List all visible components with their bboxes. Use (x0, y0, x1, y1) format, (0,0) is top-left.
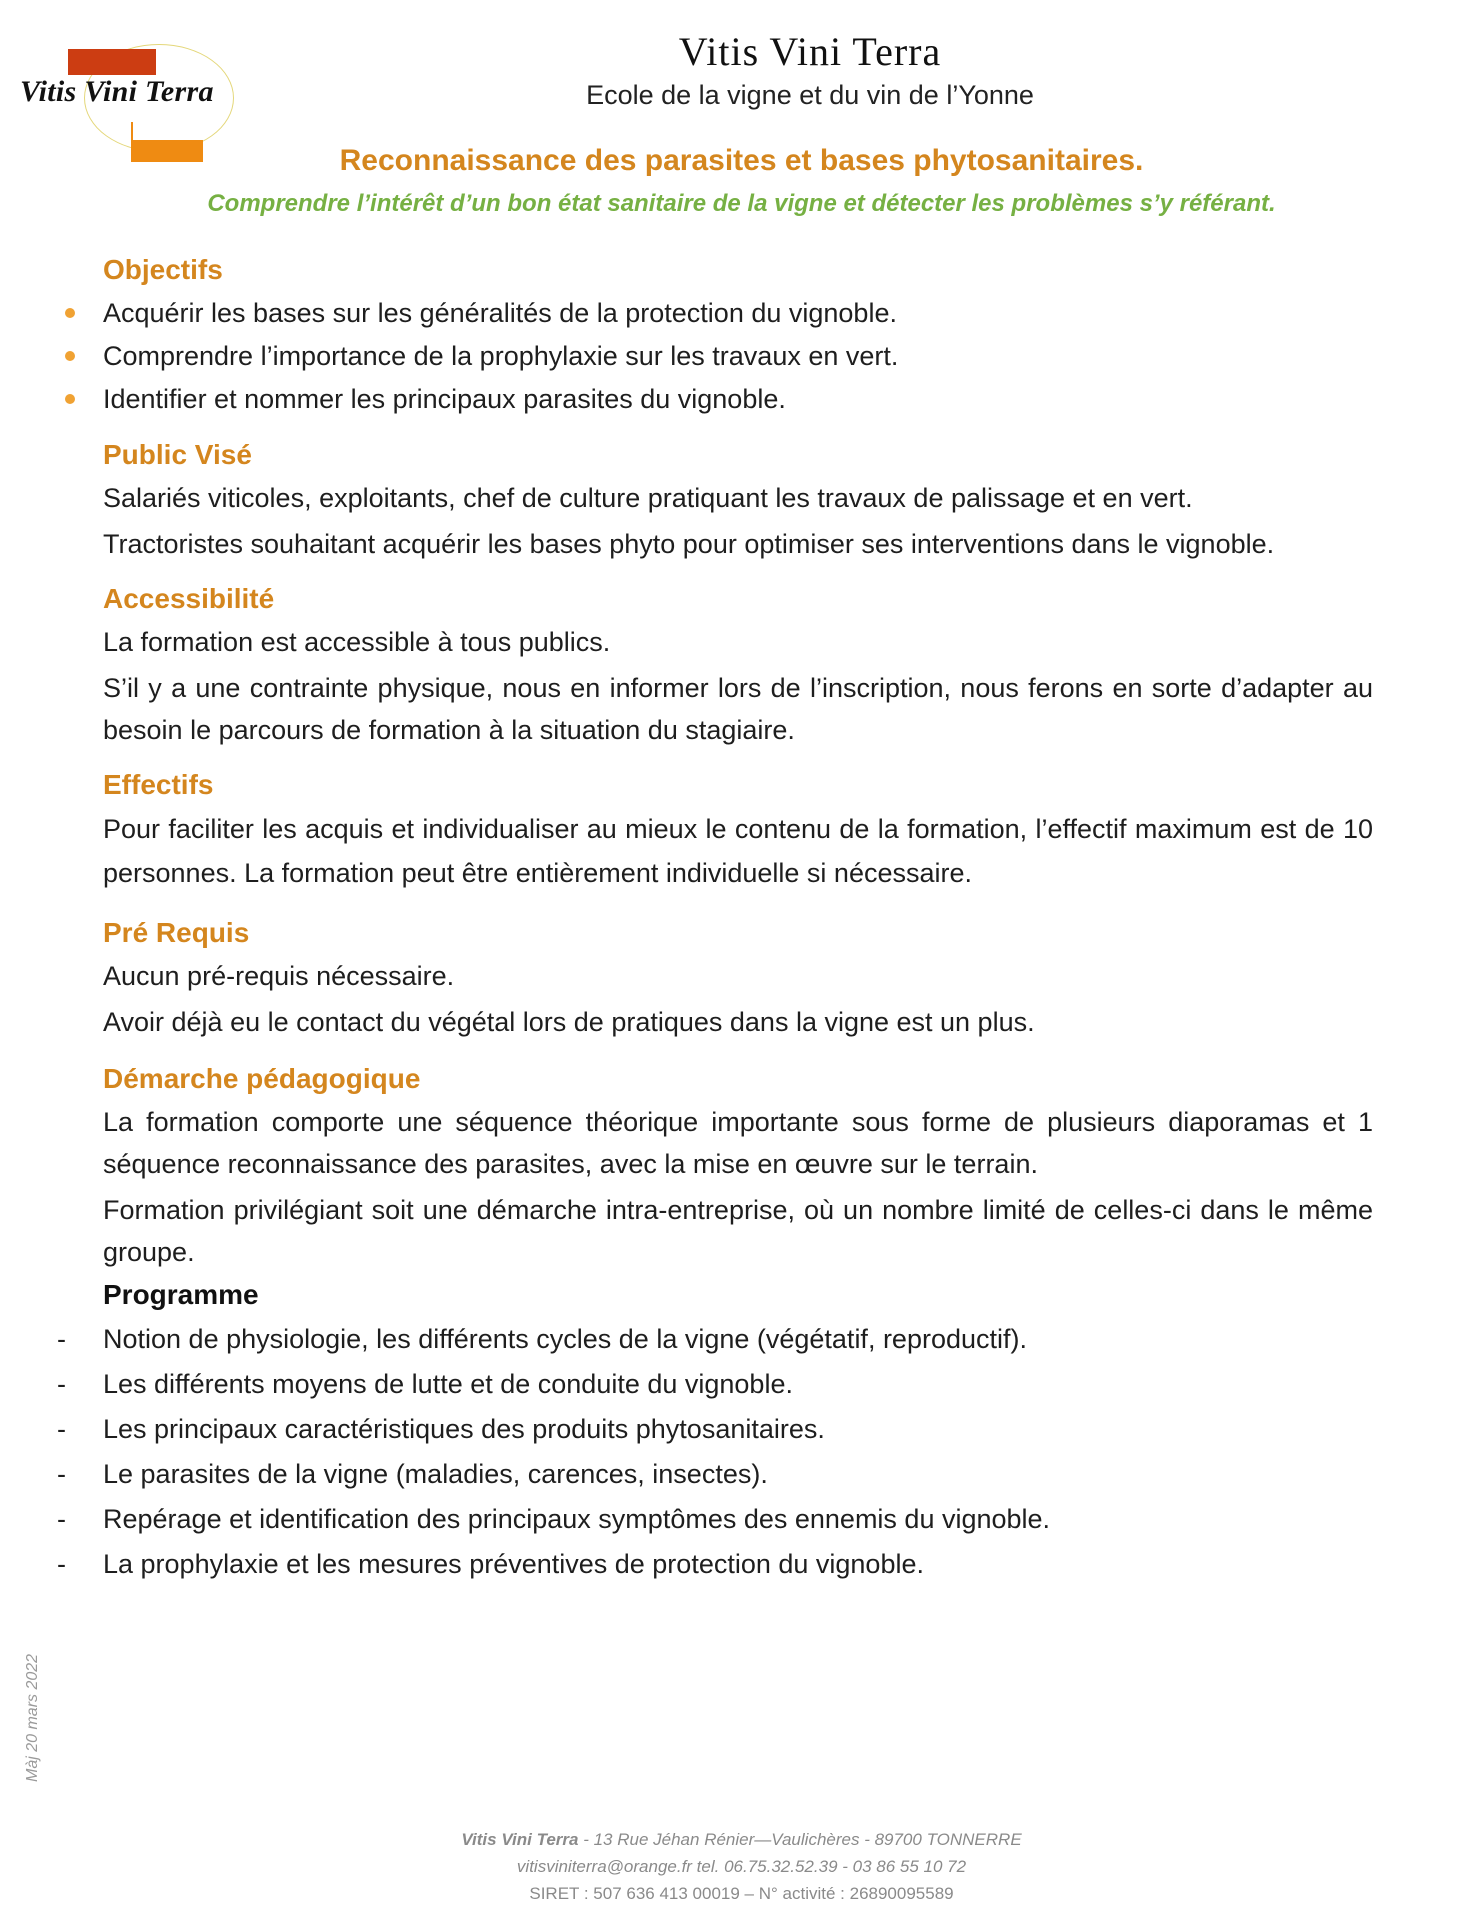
heading-effectifs: Effectifs (103, 769, 214, 800)
list-item: - Notion de physiologie, les différents cycles de la vigne (végétatif, reproductif). (103, 1317, 1373, 1362)
heading-prerequis: Pré Requis (103, 917, 250, 948)
list-item: Comprendre l’importance de la prophylaxie sur les travaux en vert. (103, 335, 1373, 378)
programme-list (103, 1317, 1373, 1587)
document-body (103, 248, 1373, 1587)
list-item: - Les principaux caractéristiques des produits phytosanitaires. (103, 1407, 1373, 1452)
paragraph: S’il y a une contrainte physique, nous en informer lors de l’inscription, nous ferons en sorte d’adapter au besoin le parcours de formation à la situation du stagiaire. (103, 673, 1373, 745)
list-item: - Repérage et identification des principaux symptômes des ennemis du vignoble. (103, 1497, 1373, 1542)
heading-accessibilite: Accessibilité (103, 583, 275, 614)
update-date-note: Màj 20 mars 2022 (24, 1653, 41, 1782)
org-name: Vitis Vini Terra (678, 29, 942, 74)
logo-red-block (68, 49, 156, 75)
heading-public: Public Visé (103, 439, 252, 470)
footer (0, 1826, 1483, 1907)
heading-programme: Programme (103, 1279, 259, 1310)
heading-demarche: Démarche pédagogique (103, 1063, 421, 1094)
list-item: - La prophylaxie et les mesures préventives de protection du vignoble. (103, 1542, 1373, 1587)
list-item: - Les différents moyens de lutte et de conduite du vignoble. (103, 1362, 1373, 1407)
paragraph: La formation comporte une séquence théorique importante sous forme de plusieurs diaporamas et 1 séquence reconnaissance des parasites, avec la mise en œuvre sur le terrain. (103, 1107, 1373, 1179)
footer-address-line (0, 1826, 1483, 1853)
org-subtitle: Ecole de la vigne et du vin de l’Yonne (586, 80, 1034, 110)
page-title: Reconnaissance des parasites et bases phytosanitaires. (339, 144, 1144, 177)
footer-legal: SIRET : 507 636 413 00019 – N° activité : 26890095589 (529, 1884, 954, 1903)
paragraph: Aucun pré-requis nécessaire. (103, 961, 455, 991)
footer-brand: Vitis Vini Terra (461, 1830, 579, 1849)
objectifs-list (103, 292, 1373, 421)
heading-objectifs: Objectifs (103, 254, 223, 285)
paragraph: La formation est accessible à tous publics. (103, 627, 611, 657)
logo-text: Vitis Vini Terra (20, 75, 214, 108)
footer-contact: vitisviniterra@orange.fr tel. 06.75.32.52.39 - 03 86 55 10 72 (516, 1857, 967, 1876)
footer-address: - 13 Rue Jéhan Rénier—Vaulichères - 89700 TONNERRE (578, 1830, 1022, 1849)
list-item: Identifier et nommer les principaux parasites du vignoble. (103, 378, 1373, 421)
paragraph: Salariés viticoles, exploitants, chef de culture pratiquant les travaux de palissage et en vert. (103, 483, 1193, 513)
paragraph: Formation privilégiant soit une démarche intra-entreprise, où un nombre limité de celles-ci dans le même groupe. (103, 1195, 1373, 1267)
paragraph: Pour faciliter les acquis et individualiser au mieux le contenu de la formation, l’effectif maximum est de 10 personnes. La formation peut être entièrement individuelle si nécessaire. (103, 814, 1373, 888)
paragraph: Avoir déjà eu le contact du végétal lors de pratiques dans la vigne est un plus. (103, 1007, 1035, 1037)
page-subtitle: Comprendre l’intérêt d’un bon état sanitaire de la vigne et détecter les problèmes s’y référant. (207, 190, 1276, 217)
list-item: Acquérir les bases sur les généralités de la protection du vignoble. (103, 292, 1373, 335)
paragraph: Tractoristes souhaitant acquérir les bases phyto pour optimiser ses interventions dans le vignoble. (103, 529, 1275, 559)
list-item: - Le parasites de la vigne (maladies, carences, insectes). (103, 1452, 1373, 1497)
